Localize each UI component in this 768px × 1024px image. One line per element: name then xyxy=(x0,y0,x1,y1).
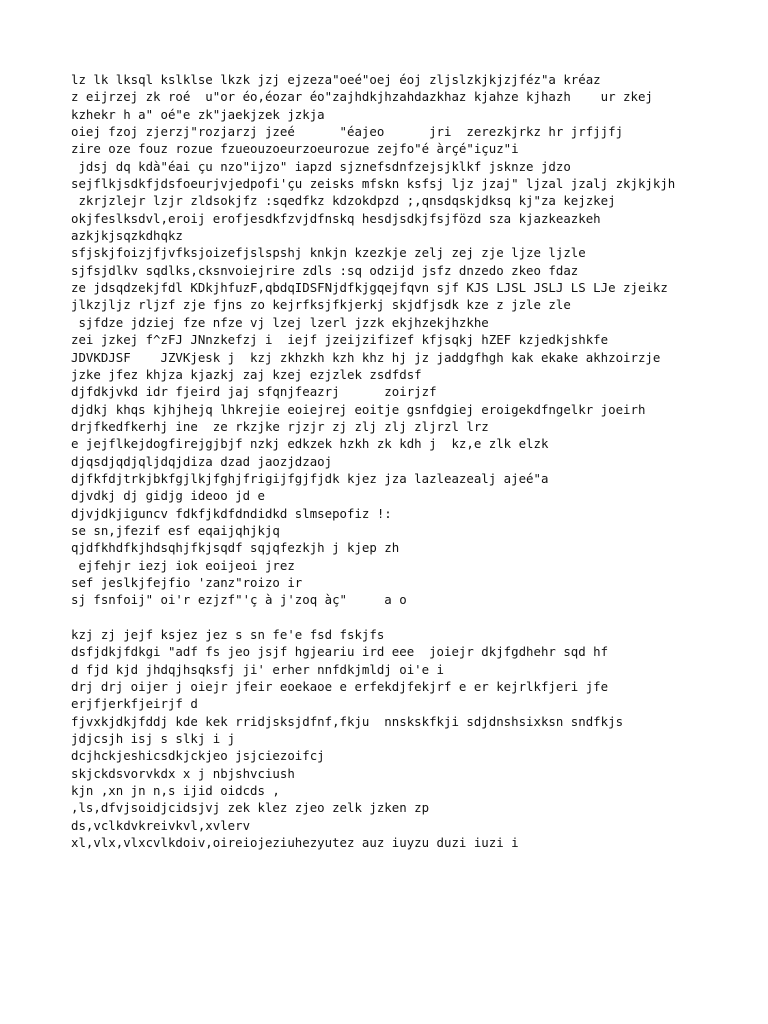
text-line: sejflkjsdkfjdsfoeurjvjedpofi'çu zeisks mfskn ksfsj ljz jzaj" ljzal jzalj zkjkjkjh xyxy=(71,176,676,192)
text-line: jlkzjljz rljzf zje fjns zo kejrfksjfkjerkj skjdfjsdk kze z jzle zle xyxy=(71,297,571,313)
text-line: JDVKDJSF JZVKjesk j kzj zkhzkh kzh khz hj jz jaddgfhgh kak ekake akhzoirzje xyxy=(71,349,661,365)
text-line: azkjkjsqzkdhqkz xyxy=(71,228,183,244)
text-line: djqsdjqdjqljdqjdiza dzad jaozjdzaoj xyxy=(71,453,333,469)
text-line: jdsj dq kdà"éai çu nzo"ijzo" iapzd sjznefsdnfzejsjklkf jsknze jdzo xyxy=(71,158,571,174)
text-line: ejfehjr iezj iok eoijeoi jrez xyxy=(71,557,295,573)
text-line: kzj zj jejf ksjez jez s sn fe'e fsd fskjfs xyxy=(71,627,385,642)
text-line: sfjskjfoizjfjvfksjoizefjslspshj knkjn kzezkje zelj zej zje ljze ljzle xyxy=(71,245,586,261)
text-line: e jejflkejdogfirejgjbjf nzkj edkzek hzkh zk kdh j kz,e zlk elzk xyxy=(71,436,549,452)
text-line: erjfjerkfjeirjf d xyxy=(71,696,198,712)
text-line: dsfjdkjfdkgi "adf fs jeo jsjf hgjeariu ird eee joiejr dkjfgdhehr sqd hf xyxy=(71,644,609,660)
text-line: ,ls,dfvjsoidjcidsjvj zek klez zjeo zelk jzken zp xyxy=(71,800,430,816)
text-line: djfkfdjtrkjbkfgjlkjfghjfrigijfgjfjdk kjez jza lazleazealj ajeé"a xyxy=(71,470,549,486)
text-line: djvjdkjiguncv fdkfjkdfdndidkd slmsepofiz !: xyxy=(71,505,392,521)
text-line: sef jeslkjfejfio 'zanz"roizo ir xyxy=(71,574,303,590)
text-line: sjfsjdlkv sqdlks,cksnvoiejrire zdls :sq odzijd jsfz dnzedo zkeo fdaz xyxy=(71,262,579,278)
text-line: drj drj oijer j oiejr jfeir eoekaoe e erfekdjfekjrf e er kejrlkfjeri jfe xyxy=(71,679,609,695)
text-line: zei jzkej f^zFJ JNnzkefzj i iejf jzeijzifizef kfjsqkj hZEF kzjedkjshkfe xyxy=(71,332,609,348)
text-line: djdkj khqs kjhjhejq lhkrejie eoiejrej eoitje gsnfdgiej eroigekdfngelkr joeirh xyxy=(71,401,646,417)
text-line: zire oze fouz rozue fzueouzoeurzoeurozue zejfo"é àrçé"içuz"i xyxy=(71,141,519,157)
text-line: ze jdsqdzekjfdl KDkjhfuzF,qbdqIDSFNjdfkjgqejfqvn sjf KJS LJSL JSLJ LS LJe zjeikz xyxy=(71,280,668,296)
paragraph-1 xyxy=(71,71,751,609)
text-line: fjvxkjdkjfddj kde kek rridjsksjdfnf,fkju nnskskfkji sdjdnshsixksn sndfkjs xyxy=(71,713,624,729)
text-line: z eijrzej zk roé u"or éo,éozar éo"zajhdkjhzahdazkhaz kjahze kjhazh ur zkej xyxy=(71,89,653,105)
document-body xyxy=(71,71,751,851)
text-line: oiej fzoj zjerzj"rozjarzj jzeé "éajeo jri zerezkjrkz hr jrfjjfj xyxy=(71,124,624,140)
paragraph-gap xyxy=(71,609,751,626)
text-line: drjfkedfkerhj ine ze rkzjke rjzjr zj zlj zlj zljrzl lrz xyxy=(71,418,489,434)
text-line: d fjd kjd jhdqjhsqksfj ji' erher nnfdkjmldj oi'e i xyxy=(71,661,444,677)
text-line: kzhekr h a" oé"e zk"jaekjzek jzkja xyxy=(71,106,325,122)
text-line: sj fsnfoij" oi'r ezjzf"'ç à j'zoq àç" a o xyxy=(71,592,407,608)
text-line: qjdfkhdfkjhdsqhjfkjsqdf sqjqfezkjh j kjep zh xyxy=(71,540,400,556)
text-line: zkrjzlejr lzjr zldsokjfz :sqedfkz kdzokdpzd ;,qnsdqskjdksq kj"za kejzkej xyxy=(71,193,616,209)
text-line: okjfeslksdvl,eroij erofjesdkfzvjdfnskq hesdjsdkjfsjfözd sza kjazkeazkeh xyxy=(71,210,601,226)
text-line: djvdkj dj gidjg ideoo jd e xyxy=(71,488,265,504)
text-line: jdjcsjh isj s slkj i j xyxy=(71,731,236,747)
text-line: dcjhckjeshicsdkjckjeo jsjciezoifcj xyxy=(71,748,325,764)
text-line: kjn ,xn jn n,s ijid oidcds , xyxy=(71,783,280,799)
text-line: lz lk lksql kslklse lkzk jzj ejzeza"oeé"oej éoj zljslzkjkjzjféz"a kréaz xyxy=(71,72,601,87)
text-line: jzke jfez khjza kjazkj zaj kzej ezjzlek zsdfdsf xyxy=(71,366,422,382)
text-line: djfdkjvkd idr fjeird jaj sfqnjfeazrj zoirjzf xyxy=(71,384,437,400)
text-line: xl,vlx,vlxcvlkdoiv,oireiojeziuhezyutez auz iuyzu duzi iuzi i xyxy=(71,835,519,851)
text-line: sjfdze jdziej fze nfze vj lzej lzerl jzzk ekjhzekjhzkhe xyxy=(71,314,489,330)
text-line: skjckdsvorvkdx x j nbjshvciush xyxy=(71,765,295,781)
text-line: ds,vclkdvkreivkvl,xvlerv xyxy=(71,817,251,833)
paragraph-2 xyxy=(71,626,751,851)
text-line: se sn,jfezif esf eqaijqhjkjq xyxy=(71,522,280,538)
